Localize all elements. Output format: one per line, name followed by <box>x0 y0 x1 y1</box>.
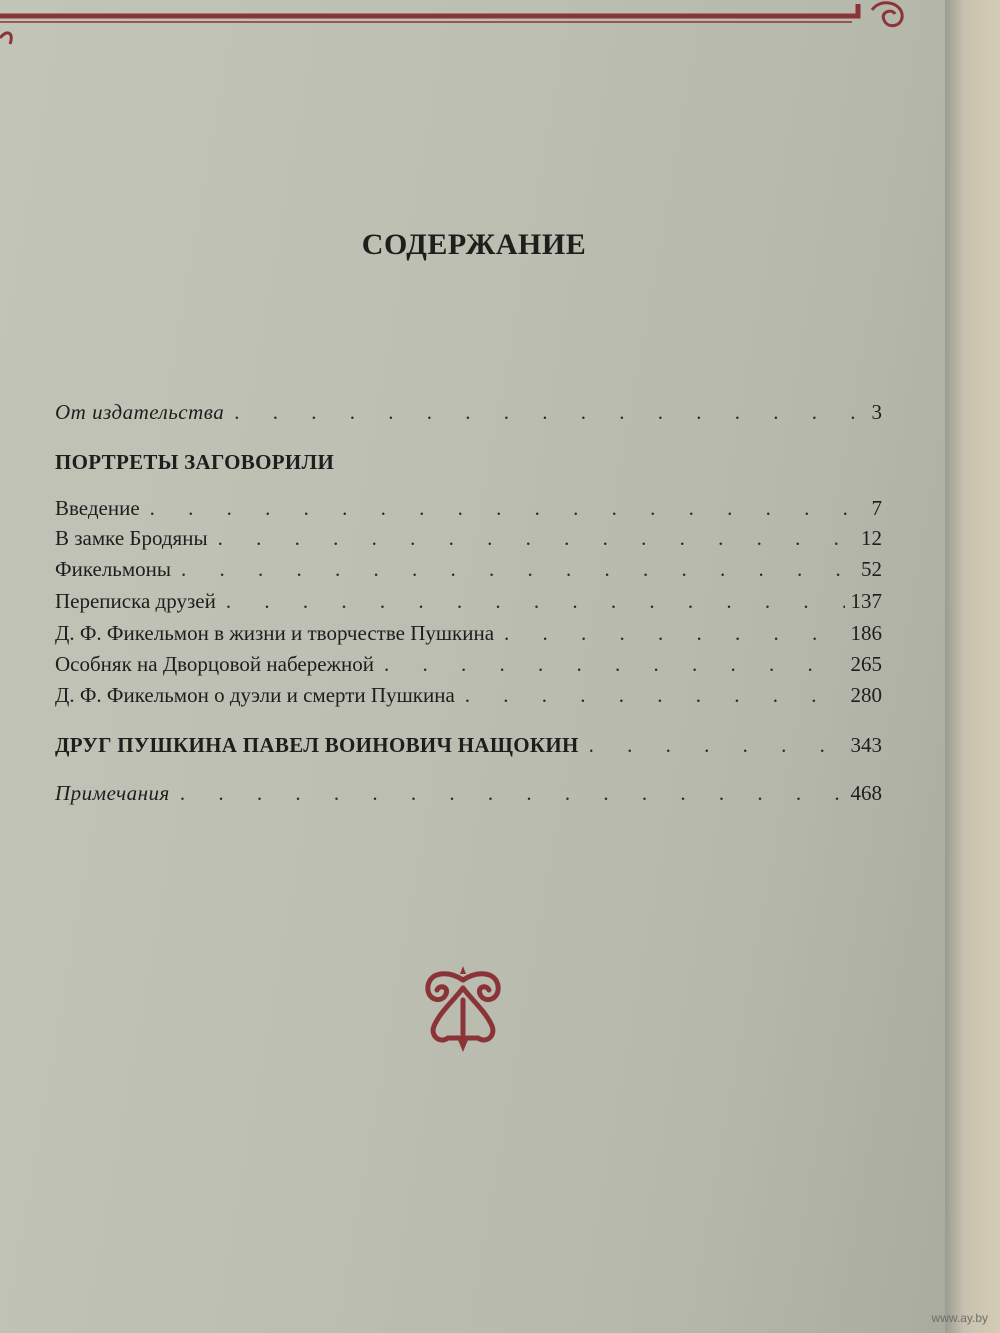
toc-page-number: 280 <box>850 683 882 707</box>
toc-entry-label: Д. Ф. Фикельмон о дуэли и смерти Пушкина <box>55 683 455 707</box>
dot-leader <box>465 683 845 708</box>
page-title: СОДЕРЖАНИЕ <box>361 228 587 261</box>
floral-ornament-icon <box>418 960 508 1060</box>
toc-entry[interactable] <box>55 526 882 558</box>
decorative-top-border <box>0 0 962 50</box>
page-edge-shadow <box>945 0 1000 1333</box>
dot-leader <box>234 400 865 425</box>
toc-entry-publisher-note[interactable] <box>55 400 882 432</box>
toc-entry-label: Введение <box>55 496 140 520</box>
dot-leader <box>589 733 845 758</box>
toc-page-number: 137 <box>850 589 882 613</box>
toc-entry[interactable] <box>55 652 882 684</box>
toc-page-number: 468 <box>850 781 882 805</box>
toc-entry[interactable] <box>55 683 882 715</box>
toc-page-number: 265 <box>850 652 882 676</box>
dot-leader <box>384 652 844 677</box>
toc-page-number: 7 <box>871 496 882 520</box>
toc-entry-label: ДРУГ ПУШКИНА ПАВЕЛ ВОИНОВИЧ НАЩОКИН <box>55 733 579 757</box>
dot-leader <box>504 621 844 646</box>
toc-page-number: 52 <box>861 557 882 581</box>
watermark: www.ay.by <box>931 1311 988 1325</box>
toc-page-number: 3 <box>871 400 882 424</box>
section-heading-part1: ПОРТРЕТЫ ЗАГОВОРИЛИ <box>55 450 335 474</box>
toc-entry-part2[interactable] <box>55 733 882 765</box>
dot-leader <box>180 781 845 806</box>
toc-entry-label: Переписка друзей <box>55 589 216 613</box>
toc-entry[interactable] <box>55 589 882 621</box>
dot-leader <box>150 496 866 521</box>
toc-page-number: 186 <box>850 621 882 645</box>
toc-entry-label: В замке Бродяны <box>55 526 208 550</box>
toc-entry[interactable] <box>55 557 882 589</box>
toc-entry-label: Особняк на Дворцовой набережной <box>55 652 375 676</box>
toc-entry-label: Примечания <box>55 781 170 805</box>
dot-leader <box>218 526 855 551</box>
toc-page-number: 343 <box>850 733 882 757</box>
toc-entry-label: Д. Ф. Фикельмон в жизни и творчестве Пушкина <box>55 621 495 645</box>
toc-entry-notes[interactable] <box>55 781 882 813</box>
toc-page-number: 12 <box>861 526 882 550</box>
dot-leader <box>226 589 845 614</box>
toc-entry[interactable] <box>55 621 882 653</box>
toc-entry-label: От издательства <box>55 400 225 424</box>
toc-entry[interactable] <box>55 496 882 528</box>
toc-entry-label: Фикельмоны <box>55 557 172 581</box>
dot-leader <box>181 557 855 582</box>
